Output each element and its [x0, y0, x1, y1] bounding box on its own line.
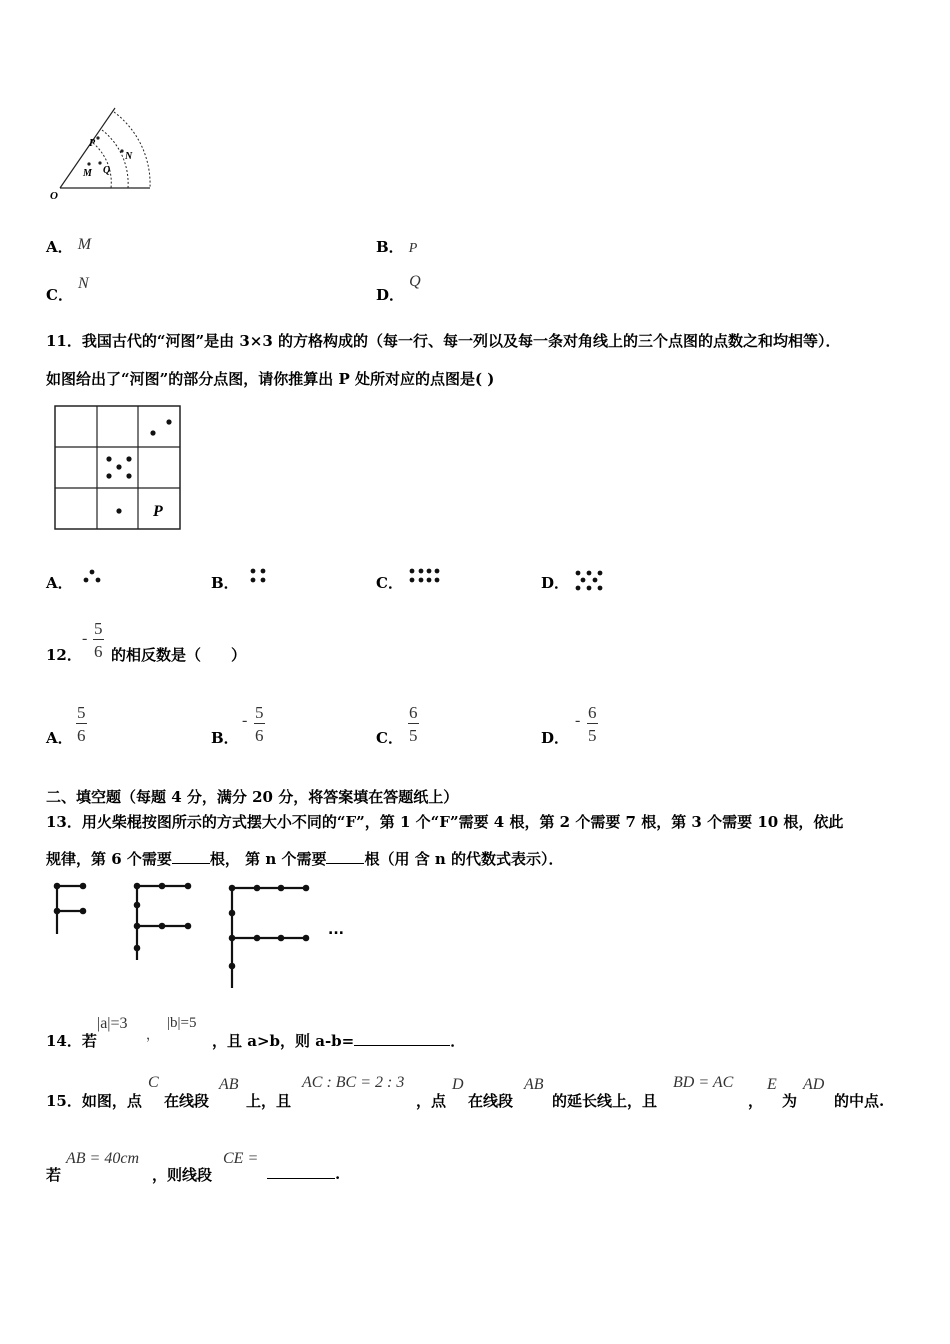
q15-line2-if: 若 — [46, 1166, 62, 1184]
q12-option-b[interactable]: B． — [211, 729, 239, 747]
q12-option-a[interactable]: A． — [46, 729, 73, 747]
q12-option-c[interactable]: C． — [376, 729, 403, 747]
q12-fraction: $\frac{5}{6}$ — [94, 619, 103, 661]
point-m — [87, 162, 90, 165]
q15-segment-ab-2: AB — [524, 1076, 544, 1093]
label-n: N — [125, 151, 133, 162]
q15-ce-eq: CE = — [223, 1150, 259, 1167]
cell-center-dots — [106, 456, 131, 478]
q11-option-d[interactable]: D． — [541, 574, 570, 592]
q12-option-d[interactable]: D． — [541, 729, 570, 747]
q14-answer-blank[interactable] — [354, 1031, 450, 1046]
label-o: O — [50, 190, 58, 202]
point-p — [96, 136, 99, 139]
q15-part9: 的中点. — [834, 1092, 885, 1110]
f-figure-3 — [230, 886, 308, 988]
q10-option-d[interactable]: D． Q — [376, 273, 421, 304]
q13-blank-nth[interactable] — [326, 849, 364, 864]
cell-p-label: P — [153, 503, 163, 520]
q15-part3: 上，且 — [246, 1092, 292, 1110]
q15-part4: ，点 — [416, 1092, 447, 1110]
f-figure-ellipsis: ... — [328, 922, 344, 938]
q15-segment-ad: AD — [803, 1076, 825, 1093]
q13-stem-line1: 13．用火柴棍按图所示的方式摆大小不同的“F”，第 1 个“F”需要 4 根，第 2 个需要 7 根，第 3 个需要 10 根，依此 — [46, 813, 844, 831]
cell-top-right-dots — [150, 419, 171, 435]
hetu-grid — [54, 405, 182, 531]
q15-line2-segment: ，则线段 — [152, 1166, 213, 1184]
point-q — [98, 161, 101, 164]
q15-part5: 在线段 — [468, 1092, 514, 1110]
label-p: P — [89, 138, 96, 149]
q10-option-c-value: N — [78, 275, 89, 292]
q11-option-c[interactable]: C． — [376, 574, 403, 592]
q15-answer: . — [267, 1164, 340, 1183]
label-m: M — [83, 168, 92, 179]
q10-option-b[interactable]: B． P — [376, 238, 418, 256]
q11-option-c-dots — [408, 567, 440, 585]
q11-option-a-dots — [82, 568, 104, 584]
q10-option-c[interactable]: C． N — [46, 275, 89, 304]
q15-segment-ab-1: AB — [219, 1076, 239, 1093]
q15-point-e: E — [767, 1076, 777, 1093]
q11-stem-line2: 如图给出了“河图”的部分点图，请你推算出 P 处所对应的点图是( ) — [46, 370, 495, 388]
q10-option-b-value: P — [408, 241, 418, 256]
f-figure-2 — [135, 884, 190, 960]
q15-part8: 为 — [782, 1092, 798, 1110]
q15-bd-eq-ac: BD = AC — [673, 1074, 734, 1091]
label-q: Q — [103, 165, 111, 176]
q10-option-d-value: Q — [409, 273, 421, 290]
q11-stem-line1: 11．我国古代的“河图”是由 3×3 的方格构成的（每一行、每一列以及每一条对角线上的三个点图的点数之和均相等）． — [46, 332, 841, 350]
q15-point-c: C — [148, 1074, 159, 1091]
q12-option-c-fraction: $\frac{6}{5}$ — [409, 703, 418, 745]
q15-point-d: D — [452, 1076, 464, 1093]
q15-part6: 的延长线上，且 — [552, 1092, 658, 1110]
q12-option-d-fraction: $\frac{6}{5}$ — [588, 703, 597, 745]
section-title-fill-in: 二、填空题（每题 4 分，满分 20 分，将答案填在答题纸上） — [46, 788, 459, 806]
q12-sign: - — [82, 630, 88, 647]
q11-option-b[interactable]: B． — [211, 574, 239, 592]
point-n — [120, 149, 123, 152]
q14-comma: ， — [146, 1027, 160, 1042]
q13-blank-6th[interactable] — [172, 849, 210, 864]
cell-bottom-middle-dots — [116, 508, 121, 513]
q14-abs-b: |b|=5 — [167, 1015, 197, 1031]
q12-option-b-sign: - — [242, 712, 248, 729]
q11-option-d-dots — [574, 569, 604, 593]
q14-text: ，且 a>b，则 a-b= ． — [212, 1032, 466, 1050]
q15-ab-40cm: AB = 40cm — [66, 1150, 139, 1167]
q15-answer-blank[interactable] — [267, 1164, 335, 1179]
q12-number: 12． — [46, 646, 82, 664]
q11-option-b-dots — [248, 567, 270, 585]
q14-prefix: 14．若 — [46, 1032, 97, 1050]
q12-stem-text: 的相反数是（ ） — [111, 646, 247, 664]
arc-outer — [114, 112, 150, 188]
q10-option-a[interactable]: A． M — [46, 236, 92, 256]
q13-stem-line2: 规律，第 6 个需要 根， 第 n 个需要 根（用 含 n 的代数式表示）． — [46, 850, 564, 868]
matchstick-f-figures — [50, 880, 350, 992]
q15-part7: ， — [748, 1092, 764, 1110]
q12-option-a-fraction: $\frac{5}{6}$ — [77, 703, 86, 745]
q15-part1: 15．如图，点 — [46, 1092, 142, 1110]
q14-abs-a: |a|=3 — [97, 1015, 128, 1032]
q15-part2: 在线段 — [164, 1092, 210, 1110]
q12-option-d-sign: - — [575, 712, 581, 729]
q12-option-b-fraction: $\frac{5}{6}$ — [255, 703, 264, 745]
q15-ratio: AC : BC = 2 : 3 — [302, 1074, 405, 1091]
q11-option-a[interactable]: A． — [46, 574, 73, 592]
sector-figure — [40, 100, 170, 210]
q10-option-a-value: M — [77, 236, 92, 253]
f-figure-1 — [55, 884, 85, 934]
